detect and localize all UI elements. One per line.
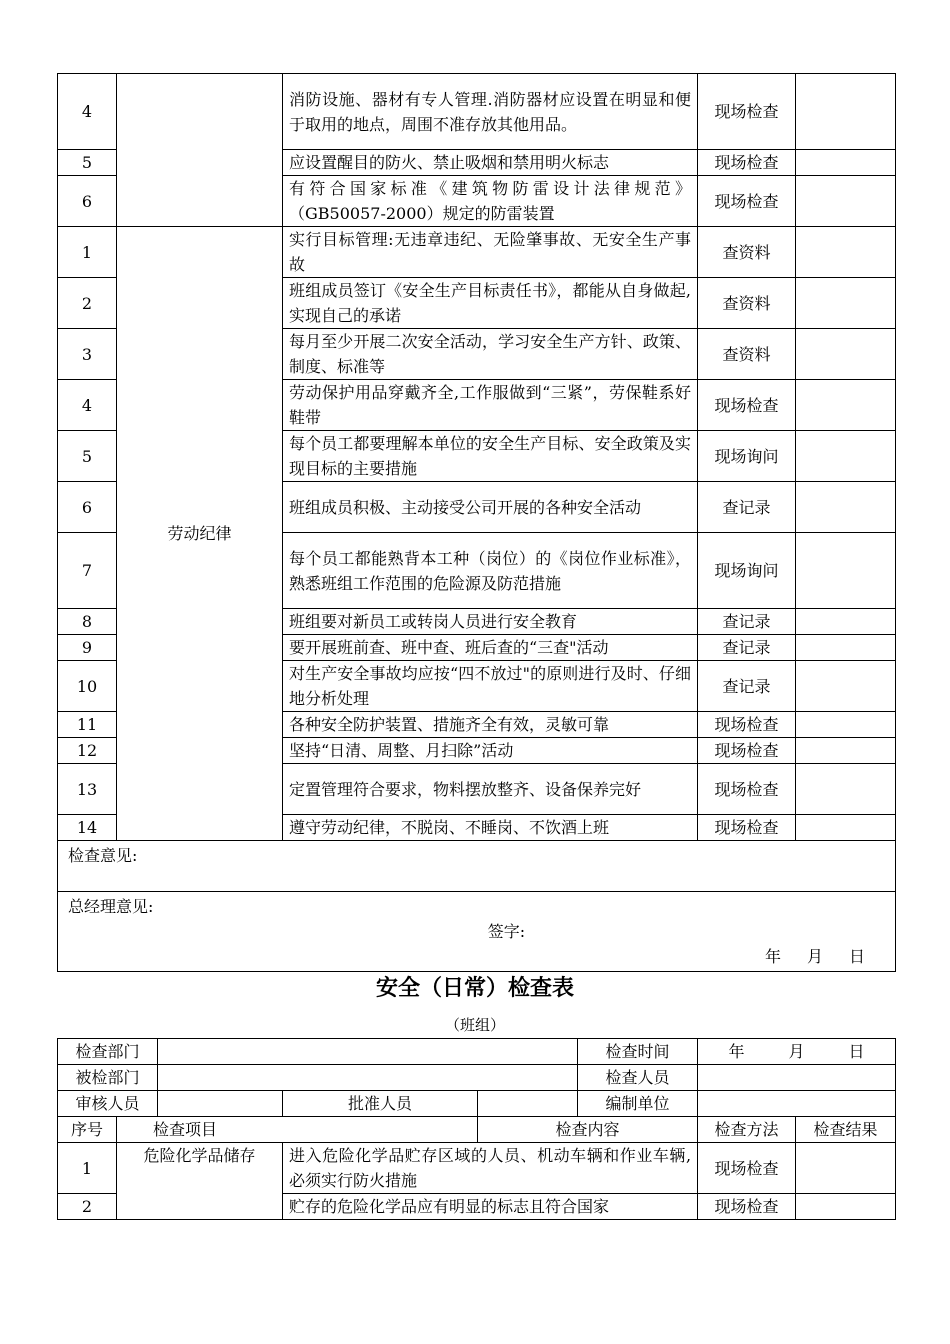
check-method: 现场检查 — [698, 1194, 796, 1220]
signature-label: 签字: — [487, 922, 526, 941]
check-method: 现场检查 — [698, 176, 796, 227]
check-content: 贮存的危险化学品应有明显的标志且符合国家 — [283, 1194, 698, 1220]
row-number: 7 — [58, 533, 117, 609]
approver-label: 批准人员 — [283, 1091, 478, 1117]
check-method: 现场检查 — [698, 150, 796, 176]
inspected-dept-field[interactable] — [158, 1065, 578, 1091]
check-result[interactable] — [796, 74, 896, 150]
row-number: 3 — [58, 329, 117, 380]
col-header-item: 检查项目 — [117, 1117, 478, 1143]
check-content: 各种安全防护装置、措施齐全有效，灵敏可靠 — [283, 712, 698, 738]
check-content: 进入危险化学品贮存区域的人员、机动车辆和作业车辆,必须实行防火措施 — [283, 1143, 698, 1194]
header-info-row — [58, 1039, 896, 1065]
check-content: 遵守劳动纪律，不脱岗、不睡岗、不饮酒上班 — [283, 815, 698, 841]
inspection-opinion-row — [58, 841, 896, 892]
check-method: 查资料 — [698, 329, 796, 380]
time-label: 检查时间 — [578, 1039, 698, 1065]
check-method: 查记录 — [698, 609, 796, 635]
check-content: 每个员工都要理解本单位的安全生产目标、安全政策及实现目标的主要措施 — [283, 431, 698, 482]
check-result[interactable] — [796, 609, 896, 635]
check-method: 现场检查 — [698, 380, 796, 431]
unit-field[interactable] — [698, 1091, 896, 1117]
check-content: 对生产安全事故均应按“四不放过"的原则进行及时、仔细地分析处理 — [283, 661, 698, 712]
inspector-field[interactable] — [698, 1065, 896, 1091]
inspection-table-continued — [57, 73, 896, 972]
form-subtitle: （班组） — [444, 1016, 505, 1034]
check-content: 班组要对新员工或转岗人员进行安全教育 — [283, 609, 698, 635]
gm-opinion-field[interactable] — [58, 892, 896, 972]
check-result[interactable] — [796, 1143, 896, 1194]
check-result[interactable] — [796, 227, 896, 278]
form-title: 安全（日常）检查表 — [375, 975, 574, 1001]
check-result[interactable] — [796, 278, 896, 329]
col-header-method: 检查方法 — [698, 1117, 796, 1143]
check-method: 查资料 — [698, 278, 796, 329]
check-result[interactable] — [796, 176, 896, 227]
row-number: 5 — [58, 431, 117, 482]
table-row — [58, 227, 896, 278]
check-result[interactable] — [796, 712, 896, 738]
reviewer-field[interactable] — [158, 1091, 283, 1117]
check-result[interactable] — [796, 533, 896, 609]
check-method: 现场询问 — [698, 533, 796, 609]
col-header-result: 检查结果 — [796, 1117, 896, 1143]
check-method: 查记录 — [698, 635, 796, 661]
row-number: 6 — [58, 176, 117, 227]
daily-safety-check-table — [57, 1038, 896, 1220]
check-result[interactable] — [796, 380, 896, 431]
table-row — [58, 1143, 896, 1194]
row-number: 11 — [58, 712, 117, 738]
check-result[interactable] — [796, 431, 896, 482]
dept-label: 检查部门 — [58, 1039, 158, 1065]
header-info-row — [58, 1091, 896, 1117]
check-result[interactable] — [796, 329, 896, 380]
check-method: 现场检查 — [698, 764, 796, 815]
check-content: 班组成员签订《安全生产目标责任书》，都能从自身做起,实现自己的承诺 — [283, 278, 698, 329]
dept-field[interactable] — [158, 1039, 578, 1065]
row-number: 1 — [58, 1143, 117, 1194]
row-number: 12 — [58, 738, 117, 764]
check-content: 班组成员积极、主动接受公司开展的各种安全活动 — [283, 482, 698, 533]
row-number: 9 — [58, 635, 117, 661]
check-method: 现场检查 — [698, 738, 796, 764]
category-cell-empty — [117, 74, 283, 227]
row-number: 2 — [58, 1194, 117, 1220]
inspected-dept-label: 被检部门 — [58, 1065, 158, 1091]
check-method: 查记录 — [698, 482, 796, 533]
check-content: 消防设施、器材有专人管理.消防器材应设置在明显和便于取用的地点，周围不准存放其他用品。 — [283, 74, 698, 150]
check-method: 查资料 — [698, 227, 796, 278]
reviewer-label: 审核人员 — [58, 1091, 158, 1117]
check-result[interactable] — [796, 635, 896, 661]
category-hazardous-chemicals: 危险化学品储存 — [117, 1143, 283, 1220]
col-header-content: 检查内容 — [478, 1117, 698, 1143]
check-content: 定置管理符合要求，物料摆放整齐、设备保养完好 — [283, 764, 698, 815]
check-method: 现场检查 — [698, 74, 796, 150]
check-result[interactable] — [796, 1194, 896, 1220]
check-method: 查记录 — [698, 661, 796, 712]
check-content: 应设置醒目的防火、禁止吸烟和禁用明火标志 — [283, 150, 698, 176]
column-header-row — [58, 1117, 896, 1143]
check-content: 要开展班前查、班中查、班后查的“三查"活动 — [283, 635, 698, 661]
unit-label: 编制单位 — [578, 1091, 698, 1117]
check-result[interactable] — [796, 150, 896, 176]
check-content: 有符合国家标准《建筑物防雷设计法律规范》（GB50057-2000）规定的防雷装置 — [283, 176, 698, 227]
check-content: 劳动保护用品穿戴齐全,工作服做到“三紧”，劳保鞋系好鞋带 — [283, 380, 698, 431]
header-info-row — [58, 1065, 896, 1091]
row-number: 5 — [58, 150, 117, 176]
check-result[interactable] — [796, 661, 896, 712]
check-method: 现场询问 — [698, 431, 796, 482]
check-method: 现场检查 — [698, 815, 796, 841]
row-number: 2 — [58, 278, 117, 329]
check-content: 坚持“日清、周整、月扫除”活动 — [283, 738, 698, 764]
category-labor-discipline: 劳动纪律 — [117, 227, 283, 841]
row-number: 14 — [58, 815, 117, 841]
sign-date: 年 月 日 — [764, 947, 865, 966]
inspection-opinion-field[interactable] — [58, 841, 896, 892]
time-field[interactable]: 年 月 日 — [698, 1039, 896, 1065]
check-result[interactable] — [796, 482, 896, 533]
row-number: 4 — [58, 74, 117, 150]
row-number: 4 — [58, 380, 117, 431]
check-result[interactable] — [796, 738, 896, 764]
check-result[interactable] — [796, 764, 896, 815]
table-row — [58, 74, 896, 150]
gm-opinion-row — [58, 892, 896, 972]
row-number: 10 — [58, 661, 117, 712]
check-method: 现场检查 — [698, 1143, 796, 1194]
check-method: 现场检查 — [698, 712, 796, 738]
check-result[interactable] — [796, 815, 896, 841]
check-content: 每个员工都能熟背本工种（岗位）的《岗位作业标准》，熟悉班组工作范围的危险源及防范措施 — [283, 533, 698, 609]
row-number: 6 — [58, 482, 117, 533]
inspector-label: 检查人员 — [578, 1065, 698, 1091]
inspection-opinion-label: 检查意见: — [68, 846, 138, 865]
row-number: 13 — [58, 764, 117, 815]
check-content: 每月至少开展二次安全活动，学习安全生产方针、政策、制度、标准等 — [283, 329, 698, 380]
approver-field[interactable] — [478, 1091, 578, 1117]
row-number: 8 — [58, 609, 117, 635]
check-content: 实行目标管理:无违章违纪、无险肇事故、无安全生产事故 — [283, 227, 698, 278]
row-number: 1 — [58, 227, 117, 278]
col-header-number: 序号 — [58, 1117, 117, 1143]
gm-opinion-label: 总经理意见: — [68, 897, 154, 916]
